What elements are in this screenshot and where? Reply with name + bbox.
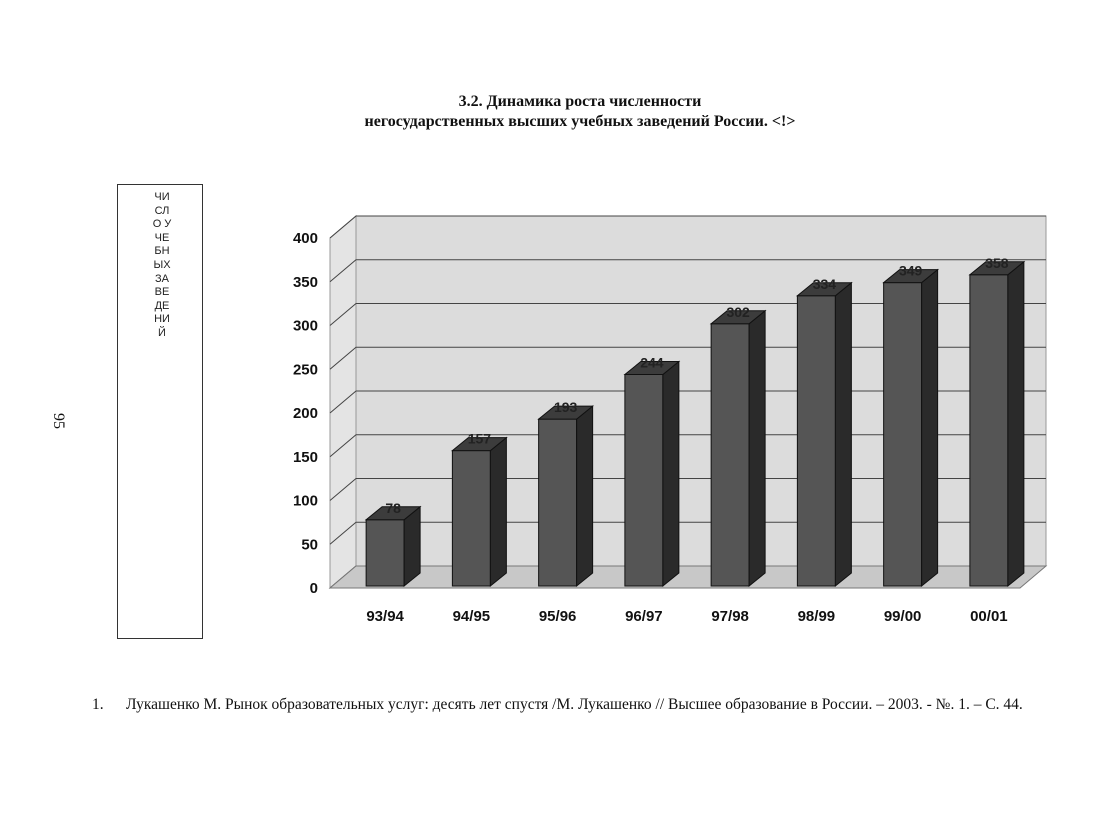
- bar: [452, 438, 506, 586]
- bar-side: [577, 406, 593, 586]
- x-tick-label: 00/01: [970, 608, 1008, 625]
- bar-front: [711, 324, 749, 586]
- bar-side: [404, 507, 420, 586]
- y-tick-label: 150: [292, 448, 318, 466]
- bar-side: [922, 270, 938, 586]
- data-label: 302: [726, 303, 750, 320]
- bar-front: [625, 375, 663, 587]
- plot-background: [330, 216, 1046, 588]
- floor: [330, 566, 1046, 588]
- page-number: 95: [50, 413, 67, 429]
- footnote-number: 1.: [92, 696, 104, 713]
- x-axis-ticks: [366, 608, 1007, 625]
- bar-side: [835, 283, 851, 586]
- bar: [797, 283, 851, 586]
- data-label: 358: [985, 254, 1009, 271]
- y-tick-label: 300: [292, 317, 318, 335]
- chart-title-line-2: негосударственных высших учебных заведений России. <!>: [364, 113, 796, 130]
- data-label: 349: [898, 262, 923, 279]
- bar-front: [884, 283, 922, 586]
- bar-side: [663, 362, 679, 587]
- bar-side: [749, 311, 765, 586]
- chart-title-line-1: 3.2. Динамика роста численности: [458, 93, 702, 110]
- y-tick-label: 200: [292, 405, 318, 422]
- y-tick-label: 100: [292, 492, 318, 510]
- data-label: 334: [812, 275, 837, 292]
- bar-front: [366, 520, 404, 586]
- bar: [539, 406, 593, 586]
- x-tick-label: 96/97: [625, 608, 663, 625]
- y-tick-label: 350: [292, 273, 318, 291]
- footnote-text: Лукашенко М. Рынок образовательных услуг: десять лет спустя /М. Лукашенко // Высшее образование в России. – 2003. - №. 1. – С. 44.: [126, 696, 1023, 713]
- y-tick-label: 0: [309, 580, 318, 597]
- data-label: 193: [553, 399, 578, 416]
- x-tick-label: 97/98: [711, 608, 749, 625]
- bar: [970, 262, 1024, 586]
- y-axis-label: ЧИСЛО УЧЕБНЫХ ЗАВЕДЕНИЙ: [152, 191, 172, 339]
- bar-front: [970, 275, 1008, 586]
- x-tick-label: 94/95: [452, 608, 491, 625]
- y-tick-label: 400: [292, 230, 318, 247]
- bar-side: [1008, 262, 1024, 586]
- bar-front: [539, 419, 577, 586]
- y-axis-ticks: [293, 230, 318, 597]
- bar: [884, 270, 938, 586]
- bar: [625, 362, 679, 587]
- bar: [366, 507, 420, 586]
- data-label: 157: [467, 430, 492, 447]
- bar-side: [490, 438, 506, 586]
- y-tick-label: 50: [301, 536, 318, 554]
- x-tick-label: 99/00: [883, 608, 922, 625]
- data-label: 78: [385, 499, 401, 516]
- x-tick-label: 98/99: [797, 608, 836, 625]
- x-tick-label: 95/96: [538, 608, 577, 625]
- data-label: 244: [640, 354, 664, 371]
- plot-floor: [330, 566, 1046, 588]
- bar: [711, 311, 765, 586]
- bar-front: [452, 451, 490, 586]
- x-tick-label: 93/94: [366, 608, 404, 625]
- bar-front: [797, 296, 835, 586]
- y-tick-label: 250: [292, 361, 318, 379]
